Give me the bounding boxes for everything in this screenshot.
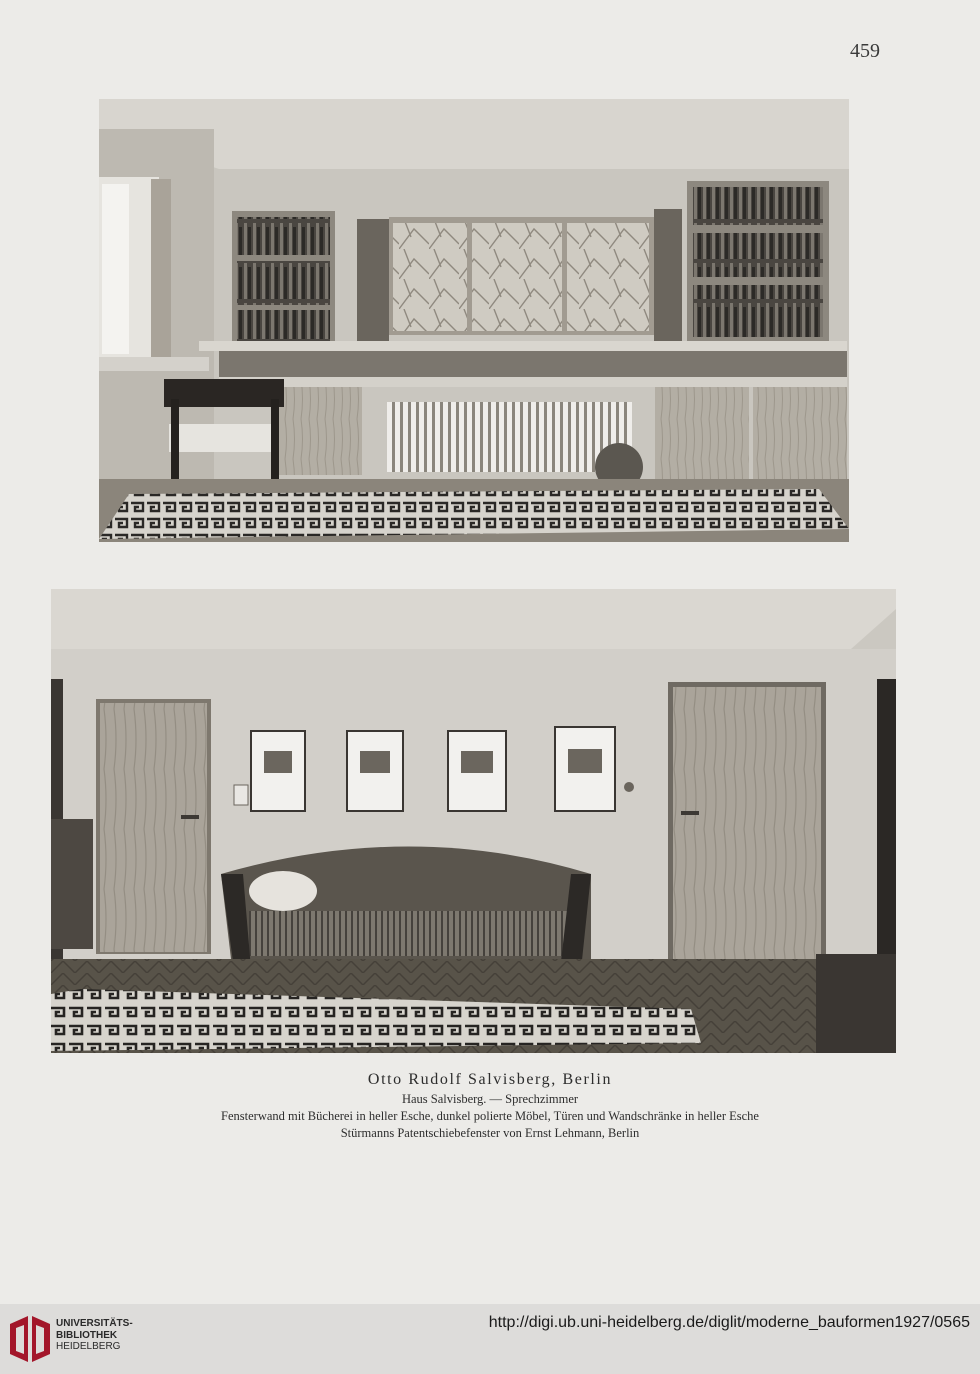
library-name: [56, 1318, 133, 1353]
page-number: 459: [850, 40, 880, 62]
library-name-line2: BIBLIOTHEK: [56, 1329, 118, 1341]
library-name-line3: HEIDELBERG: [56, 1341, 121, 1352]
photo-bottom-sofa-wall: [51, 589, 896, 1053]
caption-author: Otto Rudolf Salvisberg, Berlin: [367, 1071, 613, 1088]
footer-bar: [0, 1304, 980, 1374]
photo-top-window-wall: [99, 99, 849, 542]
source-url-link[interactable]: http://digi.ub.uni-heidelberg.de/diglit/moderne_bauformen1927/0565: [488, 1314, 970, 1331]
caption-description: Fensterwand mit Bücherei in heller Esche, dunkel polierte Möbel, Türen und Wandschränke in heller Esche: [221, 1109, 759, 1123]
caption-window-credit: Stürmanns Patentschiebefenster von Ernst Lehmann, Berlin: [340, 1126, 640, 1140]
library-logo-icon: [8, 1314, 52, 1364]
caption-house: Haus Salvisberg. — Sprechzimmer: [401, 1092, 579, 1106]
library-name-line1: UNIVERSITÄTS-: [56, 1318, 133, 1329]
